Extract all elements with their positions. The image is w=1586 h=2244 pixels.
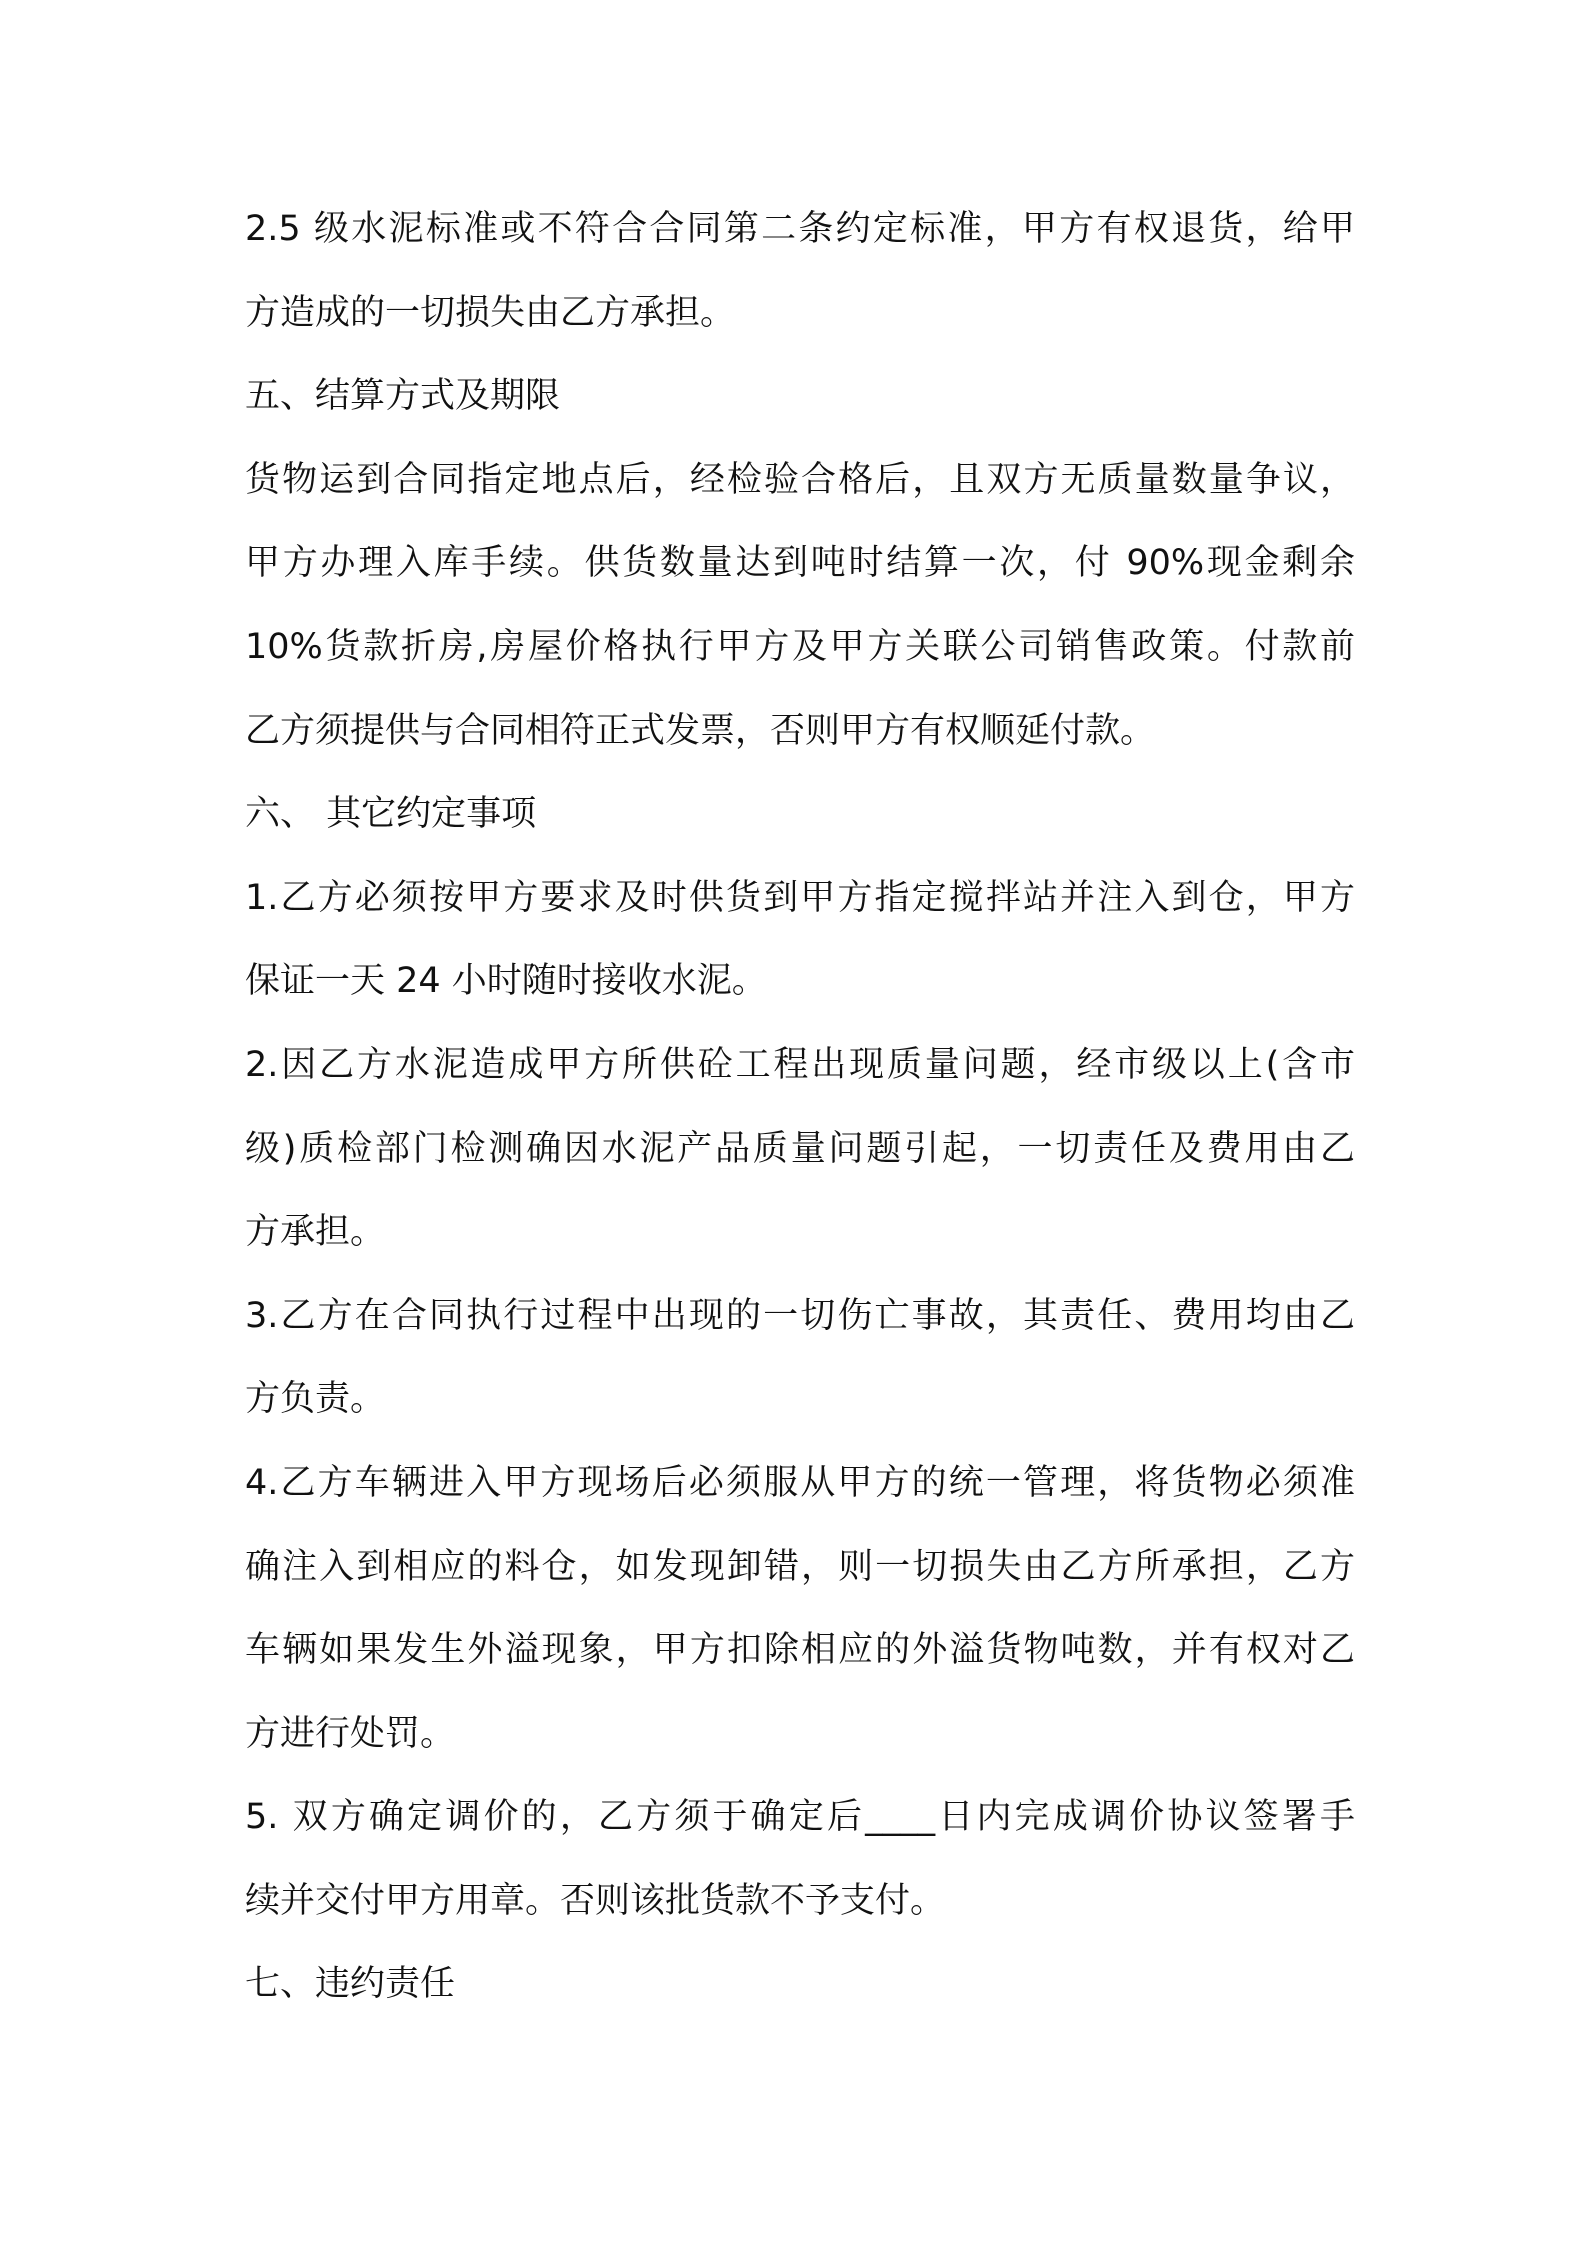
paragraph-line: 货物运到合同指定地点后，经检验合格后，且双方无质量数量争议，: [245, 459, 1355, 500]
other-terms-item-1: [245, 857, 1355, 1024]
paragraph-line: 10%货款折房,房屋价格执行甲方及甲方关联公司销售政策。付款前: [245, 626, 1355, 667]
other-terms-item-2: [245, 1024, 1355, 1275]
settlement-paragraph: [245, 439, 1355, 773]
paragraph-line: 4.乙方车辆进入甲方现场后必须服从甲方的统一管理，将货物必须准: [245, 1462, 1355, 1503]
paragraph-line: 2.5 级水泥标准或不符合合同第二条约定标准，甲方有权退货，给甲: [245, 209, 1355, 249]
paragraph-line: 确注入到相应的料仓，如发现卸错，则一切损失由乙方所承担，乙方: [245, 1546, 1355, 1587]
paragraph-line: 方造成的一切损失由乙方承担。: [245, 292, 736, 333]
paragraph-line: 续并交付甲方用章。否则该批货款不予支付。: [245, 1880, 946, 1921]
paragraph-line: 方进行处罚。: [245, 1713, 456, 1754]
other-terms-item-5: [245, 1776, 1355, 1943]
paragraph-line: 车辆如果发生外溢现象，甲方扣除相应的外溢货物吨数，并有权对乙: [245, 1630, 1355, 1671]
paragraph-line: 5. 双方确定调价的，乙方须于确定后____日内完成调价协议签署手: [245, 1797, 1355, 1838]
other-terms-item-4: [245, 1442, 1355, 1776]
paragraph-line: 1.乙方必须按甲方要求及时供货到甲方指定搅拌站并注入到仓，甲方: [245, 877, 1355, 918]
paragraph-line: 方负责。: [245, 1379, 386, 1420]
section-heading: 六、 其它约定事项: [245, 794, 537, 835]
section-heading-settlement: [245, 355, 1355, 439]
section-heading: 七、违约责任: [245, 1964, 456, 2005]
other-terms-item-3: [245, 1275, 1355, 1442]
paragraph-line: 3.乙方在合同执行过程中出现的一切伤亡事故，其责任、费用均由乙: [245, 1295, 1355, 1336]
paragraph-line: 甲方办理入库手续。供货数量达到吨时结算一次，付 90%现金剩余: [245, 543, 1355, 584]
section-heading-breach-liability: [245, 1943, 1355, 2027]
section-heading: 五、结算方式及期限: [245, 376, 561, 417]
paragraph-line: 乙方须提供与合同相符正式发票，否则甲方有权顺延付款。: [245, 710, 1156, 751]
paragraph-line: 方承担。: [245, 1212, 386, 1253]
paragraph-line: 保证一天 24 小时随时接收水泥。: [245, 961, 767, 1002]
paragraph-line: 级)质检部门检测确因水泥产品质量问题引起，一切责任及费用由乙: [245, 1128, 1355, 1169]
contract-body: [245, 188, 1355, 2027]
quality-clause-continuation: [245, 188, 1355, 355]
paragraph-line: 2.因乙方水泥造成甲方所供砼工程出现质量问题，经市级以上(含市: [245, 1044, 1355, 1085]
section-heading-other-terms: [245, 773, 1355, 857]
